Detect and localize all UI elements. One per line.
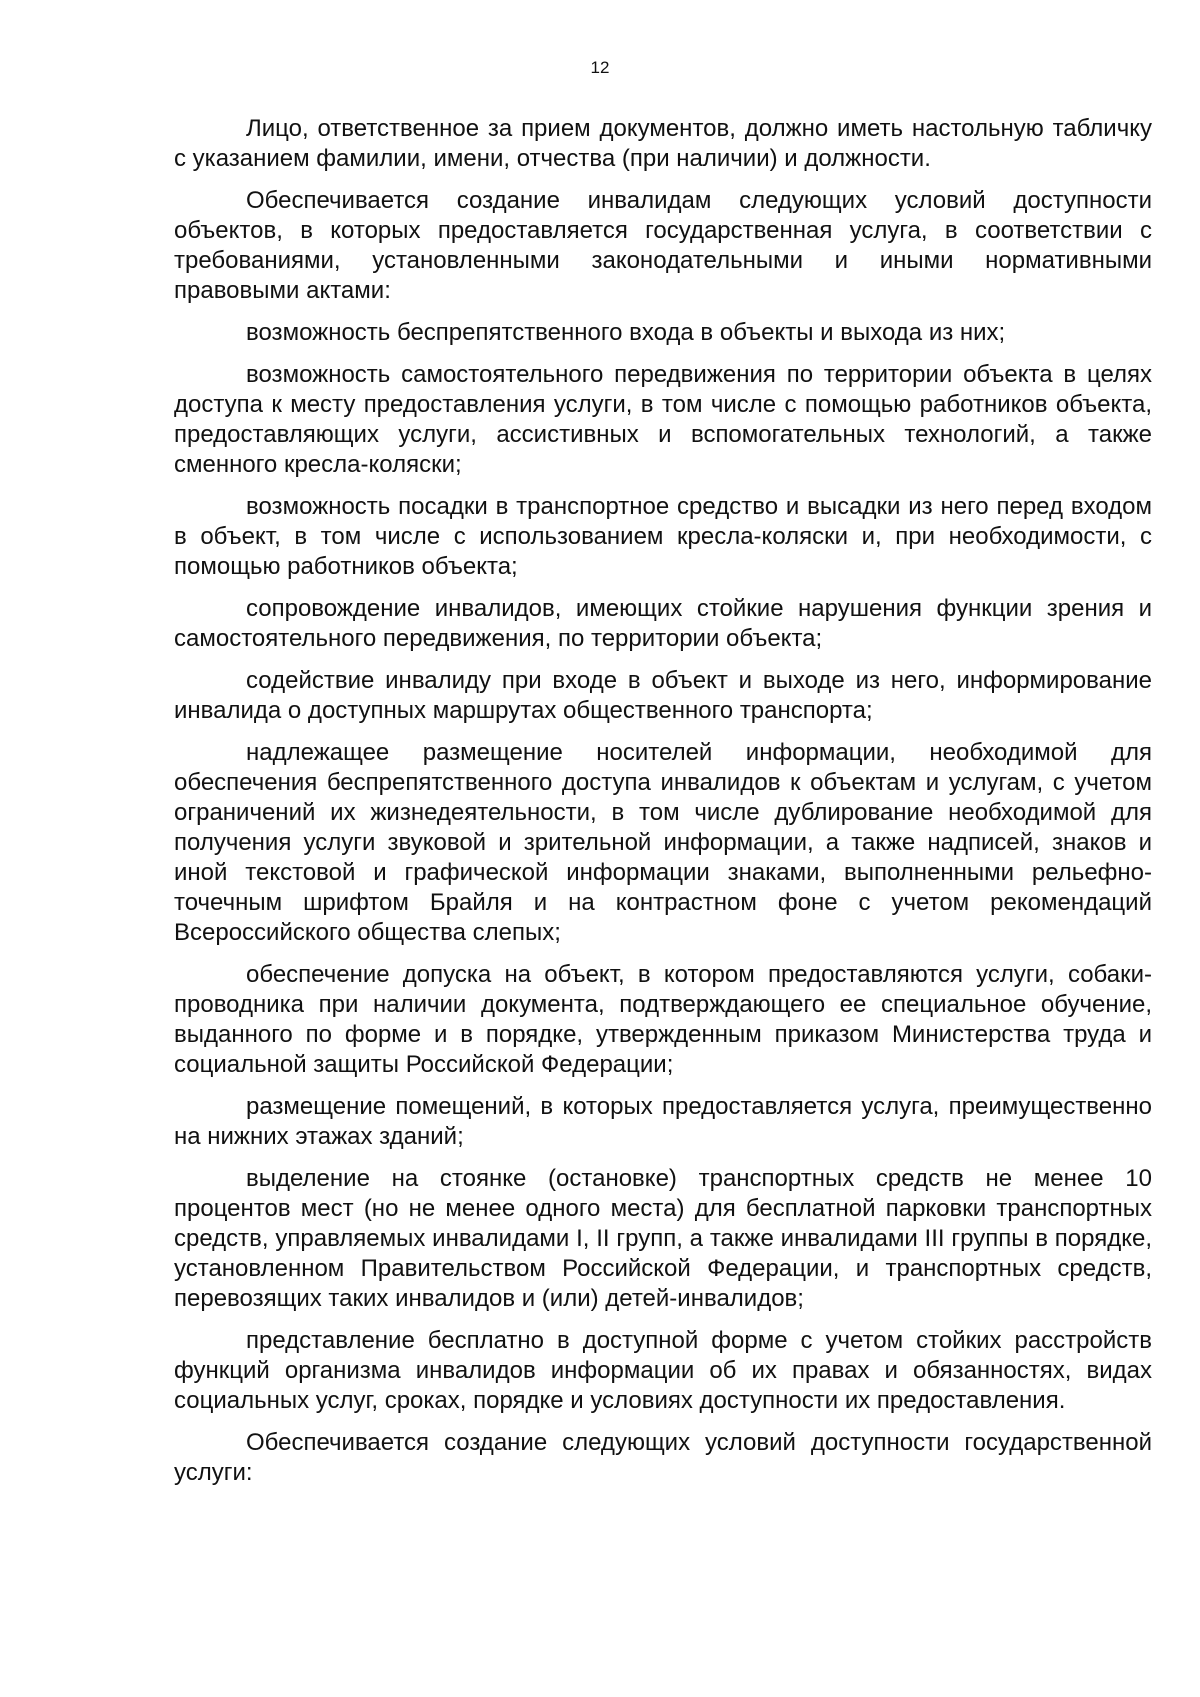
paragraph: выделение на стоянке (остановке) транспортных средств не менее 10 процентов мест (но не менее одного места) для бесплатной парковки транспортных средств, управляемых инвалидами I, II групп, а также инвалидами III группы в порядке, установленном Правительством Российской Федерации, и транспортных средств, перевозящих таких инвалидов и (или) детей-инвалидов; bbox=[174, 1165, 1152, 1312]
paragraph: возможность беспрепятственного входа в объекты и выхода из них; bbox=[246, 319, 1006, 346]
page-number: 12 bbox=[590, 58, 610, 77]
paragraph: Обеспечивается создание следующих условий доступности государственной услуги: bbox=[174, 1429, 1152, 1486]
paragraph: обеспечение допуска на объект, в котором предоставляются услуги, собаки-проводника при наличии документа, подтверждающего ее специальное обучение, выданного по форме и в порядке, утвержденным приказом Министерства труда и социальной защиты Российской Федерации; bbox=[174, 961, 1152, 1078]
paragraph: Обеспечивается создание инвалидам следующих условий доступности объектов, в которых предоставляется государственная услуга, в соответствии с требованиями, установленными законодательными и иными нормативными правовыми актами: bbox=[174, 187, 1152, 304]
paragraph: содействие инвалиду при входе в объект и выходе из него, информирование инвалида о доступных маршрутах общественного транспорта; bbox=[174, 667, 1152, 724]
paragraph: возможность самостоятельного передвижения по территории объекта в целях доступа к месту предоставления услуги, в том числе с помощью работников объекта, предоставляющих услуги, ассистивных и вспомогательных технологий, а также сменного кресла-коляски; bbox=[174, 361, 1152, 478]
paragraph: Лицо, ответственное за прием документов, должно иметь настольную табличку с указанием фамилии, имени, отчества (при наличии) и должности. bbox=[174, 115, 1152, 172]
paragraph: представление бесплатно в доступной форме с учетом стойких расстройств функций организма инвалидов информации об их правах и обязанностях, видах социальных услуг, сроках, порядке и условиях доступности их предоставления. bbox=[174, 1327, 1152, 1414]
paragraph: возможность посадки в транспортное средство и высадки из него перед входом в объект, в том числе с использованием кресла-коляски и, при необходимости, с помощью работников объекта; bbox=[174, 493, 1152, 580]
paragraph: сопровождение инвалидов, имеющих стойкие нарушения функции зрения и самостоятельного передвижения, по территории объекта; bbox=[174, 595, 1152, 652]
paragraph: надлежащее размещение носителей информации, необходимой для обеспечения беспрепятственного доступа инвалидов к объектам и услугам, с учетом ограничений их жизнедеятельности, в том числе дублирование необходимой для получения услуги звуковой и зрительной информации, а также надписей, знаков и иной текстовой и графической информации знаками, выполненными рельефно-точечным шрифтом Брайля и на контрастном фоне с учетом рекомендаций Всероссийского общества слепых; bbox=[174, 739, 1152, 946]
document-body bbox=[174, 114, 1152, 1500]
paragraph: размещение помещений, в которых предоставляется услуга, преимущественно на нижних этажах зданий; bbox=[174, 1093, 1152, 1150]
